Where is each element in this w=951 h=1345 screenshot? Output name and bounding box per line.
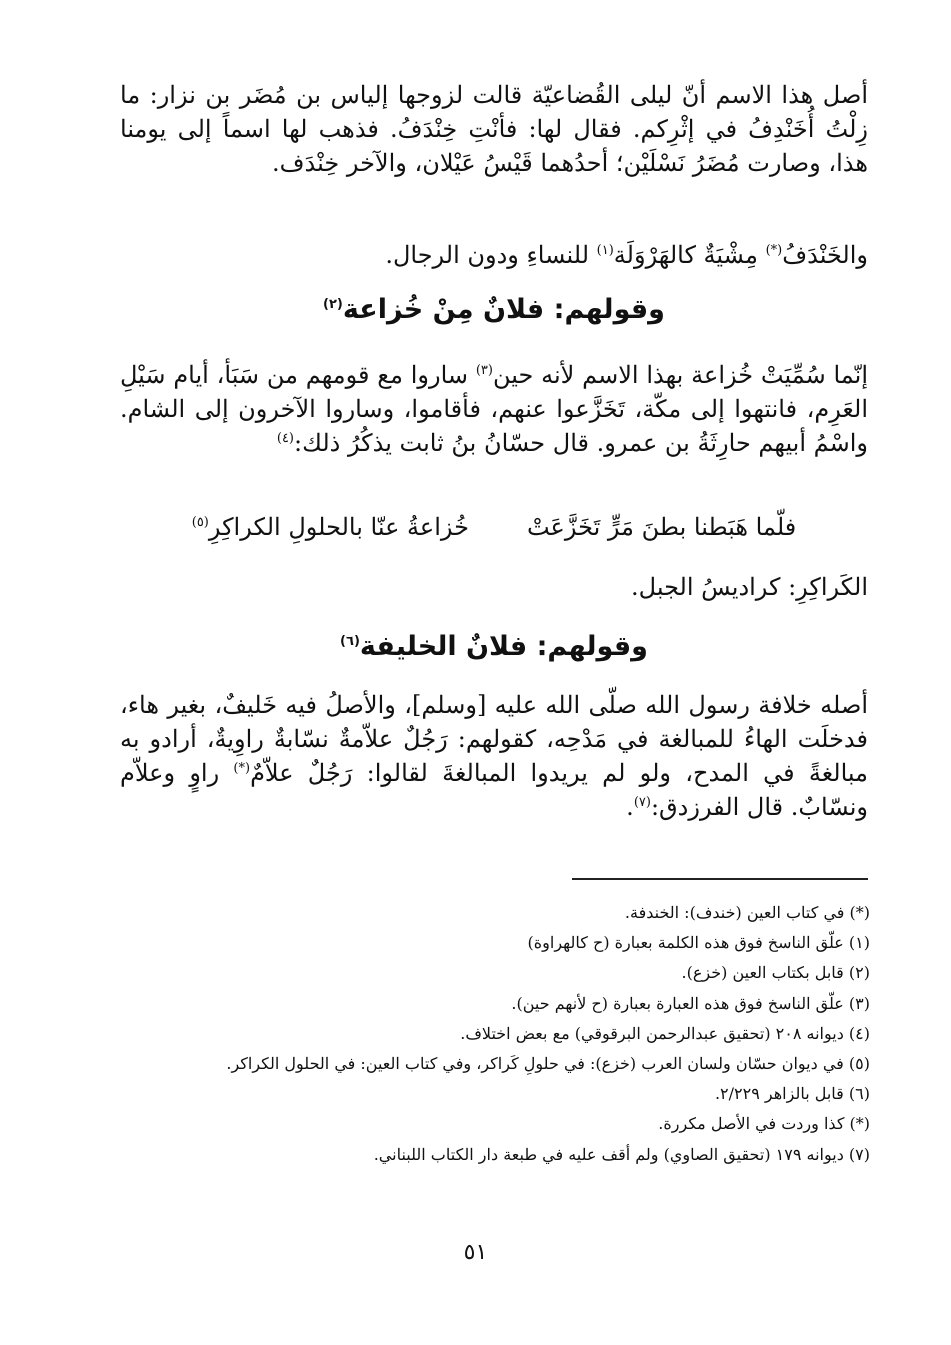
footnote-item: (*) في كتاب العين (خندف): الخندفة.: [624, 903, 870, 922]
footnote-item: (٤) ديوانه ٢٠٨ (تحقيق عبدالرحمن البرقوقي) مع بعض اختلاف.: [460, 1023, 870, 1043]
footnote-item: (٢) قابل بكتاب العين (خزع).: [681, 963, 870, 983]
heading-text: وقولهم: فلانٌ الخليفة: [359, 631, 648, 662]
footnote-marker: (٤): [276, 431, 294, 446]
khuzaa-paragraph: [120, 358, 868, 460]
section-heading-khalifa: [120, 627, 868, 667]
karakir-gloss: [120, 570, 868, 604]
footnote-divider: [572, 878, 868, 880]
footnote-marker: (٣): [475, 363, 493, 378]
footnote-item: (*) كذا وردت في الأصل مكررة.: [658, 1114, 870, 1134]
footnote-marker: (٦): [340, 634, 360, 649]
khandaf-paragraph: [120, 238, 868, 272]
footnote-marker: (*): [233, 761, 251, 776]
verse-hemistich-first: فلّما هَبَطنا بطنَ مَرٍّ تَخَزَّعَتْ: [526, 513, 797, 541]
khandaf-tail: للنساءِ ودون الرجال.: [385, 241, 597, 269]
footnote-item: (٦) قابل بالزاهر ٢/٢٢٩.: [714, 1084, 870, 1104]
footnotes-list: [150, 898, 870, 1170]
footnote-item: (٣) علّق الناسخ فوق هذه العبارة بعبارة (ح لأنهم حين).: [511, 993, 870, 1013]
footnote-marker: (٥): [191, 515, 209, 530]
page-number: ٥١: [463, 1240, 488, 1265]
karakir-gloss-text: الكَراكِرِ: كراديسُ الجبل.: [631, 573, 868, 601]
poetry-verse: [120, 510, 868, 544]
khalifa-paragraph: [120, 688, 868, 824]
khuzaa-text-a: إنّما سُمِّيَتْ خُزاعة بهذا الاسم لأنه حين: [492, 361, 869, 389]
intro-paragraph-text: أصل هذا الاسم أنّ ليلى القُضاعيّة قالت لزوجها إلياس بن مُضَر بن نزار: ما زِلْتُ أُخَنْدِفُ في إثْرِكم. فقال لها: فأنْتِ خِنْدَفُ. فذهب لها اسماً إلى يومنا هذا، وصارت مُضَرُ نَسْلَيْن؛ أحدُهما قَيْسُ عَيْلان، والآخر خِنْدَف.: [120, 81, 868, 177]
footnote-marker: (٢): [323, 297, 343, 312]
intro-paragraph: [120, 78, 868, 180]
khalifa-text-b: راوٍ وعلاّم ونسّابٌ. قال الفرزدق:: [120, 759, 868, 821]
verse-hemistich-second-text: خُزاعةُ عنّا بالحلولِ الكراكِرِ: [208, 513, 469, 541]
section-heading-khuzaa: [120, 290, 868, 330]
footnote-marker: (٧): [633, 795, 651, 810]
footnote-item: (٧) ديوانه ١٧٩ (تحقيق الصاوي) ولم أقف عليه في طبعة دار الكتاب اللبناني.: [373, 1144, 870, 1164]
khandaf-lead: والخَنْدَفُ: [782, 241, 868, 269]
footnote-item: (٥) في ديوان حسّان ولسان العرب (خزع): في حلولِ كَراكر، وفي كتاب العين: في الحلول الكراكر.: [226, 1054, 870, 1074]
footnote-item: (١) علّق الناسخ فوق هذه الكلمة بعبارة (ح كالهراوة): [527, 933, 870, 953]
khalifa-text-a: أصله خلافة رسول الله صلّى الله عليه [وسلم]، والأصلُ فيه خَليفٌ، بغير هاء، فدخلَت الهاءُ للمبالغة في مَدْحِه، كقولهم: رَجُلٌ علاّمةٌ نسّابةٌ راوِيةٌ، أرادو به مبالغةً في المدح، ولو لم يريدوا المبالغةَ لقالوا: رَجُلٌ علاّمٌ: [120, 691, 868, 787]
khalifa-text-c: .: [626, 793, 634, 821]
heading-text: وقولهم: فلانٌ مِنْ خُزاعة: [342, 294, 665, 325]
khandaf-mid: مِشْيَةٌ كالهَرْوَلَة: [613, 241, 766, 269]
footnote-marker: (١): [596, 243, 614, 258]
khuzaa-text-b: ساروا مع قومهم من سَبَأ، أيام سَيْلِ العَرِم، فانتهوا إلى مكّة، تَخَزَّعوا عنهم، فأقاموا، وساروا الآخرون إلى الشام. واسْمُ أبيهم حارِثَةُ بن عمرو. قال حسّانُ بنُ ثابت يذكُرُ ذلك:: [120, 361, 868, 457]
verse-hemistich-second: [192, 510, 469, 544]
footnote-marker: (*): [765, 243, 783, 258]
